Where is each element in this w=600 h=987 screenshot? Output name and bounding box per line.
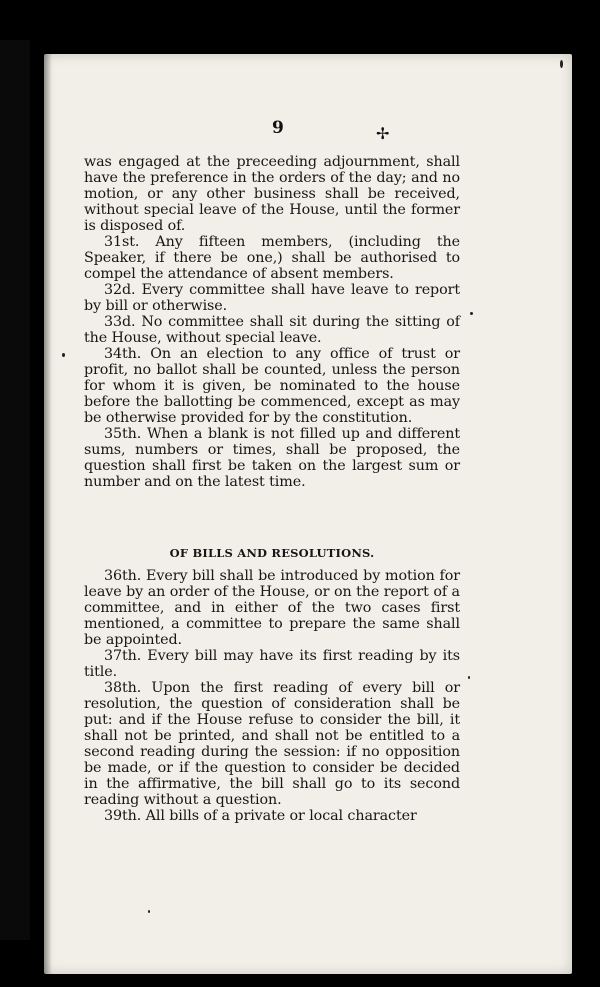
body-text-lower [84,568,460,824]
ink-speck [148,910,150,913]
section-heading: OF BILLS AND RESOLUTIONS. [169,546,375,560]
paragraph-rule-34: 34th. On an election to any office of trust or profit, no ballot shall be counted, unless the person for whom it is given, be nominated to the house before the ballotting be commenced, except as may be otherwise provided for by the constitution. [84,346,460,426]
printer-mark-icon: ✢ [376,124,390,143]
paragraph-rule-36: 36th. Every bill shall be introduced by motion for leave by an order of the House, or on the report of a committee, and in either of the two cases first mentioned, a committee to prepare the same shall be appointed. [84,568,460,648]
ink-speck [560,60,563,68]
paragraph-rule-31: 31st. Any fifteen members, (including the Speaker, if there be one,) shall be authorised to compel the attendance of absent members. [84,234,460,282]
page-gutter-shadow [44,54,52,974]
paragraph-rule-39: 39th. All bills of a private or local character [104,808,417,824]
body-text-upper [84,154,460,490]
paragraph-continuation: was engaged at the preceeding adjournment, shall have the preference in the orders of the day; and no motion, or any other business shall be received, without special leave of the House, until the former is disposed of. [84,154,460,234]
ink-speck [468,676,470,679]
previous-page-edge [0,40,30,940]
ink-speck [62,353,65,357]
paragraph-rule-38: 38th. Upon the first reading of every bill or resolution, the question of consideration shall be put: and if the House refuse to consider the bill, it shall not be printed, and shall not be entitled to a second reading during the session: if no opposition be made, or if the question to consider be decided in the affirmative, the bill shall go to its second reading without a question. [84,680,460,808]
ink-speck [470,312,473,315]
paragraph-rule-37: 37th. Every bill may have its first reading by its title. [84,648,460,680]
paragraph-rule-35: 35th. When a blank is not filled up and different sums, numbers or times, shall be proposed, the question shall first be taken on the largest sum or number and on the latest time. [84,426,460,490]
page-number: 9 [272,118,284,138]
paragraph-rule-33: 33d. No committee shall sit during the sitting of the House, without special leave. [84,314,460,346]
paragraph-rule-32: 32d. Every committee shall have leave to report by bill or otherwise. [84,282,460,314]
